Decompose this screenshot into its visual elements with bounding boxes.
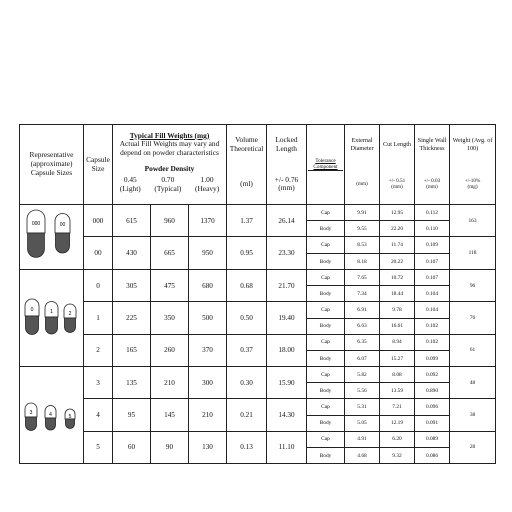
locked-unit: (mm) — [278, 183, 295, 193]
cut-cap-1: 9.78 — [380, 302, 415, 319]
diameter-cap-5: 4.91 — [345, 431, 380, 448]
capsule-picture-medium — [20, 270, 84, 367]
header-locked-length: Locked Length — [267, 125, 307, 165]
wall-body-00: 0.107 — [415, 254, 450, 270]
capsule-picture-small — [20, 367, 84, 464]
capsule-5-icon — [65, 409, 75, 429]
cut-body-3: 13.59 — [380, 383, 415, 399]
wall-body-5: 0.086 — [415, 448, 450, 464]
locked-1: 19.40 — [267, 302, 307, 335]
cut-body-00: 20.22 — [380, 254, 415, 270]
size-4: 4 — [84, 399, 113, 432]
locked-tolerance: +/- 0.76 — [274, 174, 299, 184]
fill-weights-header — [113, 125, 227, 165]
size-0: 0 — [84, 270, 113, 302]
component-cap-3: Cap — [307, 367, 345, 383]
diameter-body-2: 6.07 — [345, 351, 380, 367]
wall-body-4: 0.091 — [415, 415, 450, 431]
component-cap-000: Cap — [307, 205, 345, 221]
size-000: 000 — [84, 205, 113, 237]
fill-light-0: 305 — [113, 270, 151, 302]
capsule-3-label: 3 — [29, 410, 33, 416]
fill-light-000: 615 — [113, 205, 151, 237]
fill-heavy-4: 210 — [189, 399, 227, 432]
weight-1: 76 — [450, 302, 496, 335]
capsule-picture-large — [20, 205, 84, 270]
external-unit: (mm) — [345, 165, 380, 205]
size-1: 1 — [84, 302, 113, 335]
volume-5: 0.13 — [227, 431, 267, 464]
fill-typical-0: 475 — [151, 270, 189, 302]
diameter-body-1: 6.63 — [345, 318, 380, 334]
volume-3: 0.30 — [227, 367, 267, 399]
wall-cap-3: 0.092 — [415, 367, 450, 383]
fill-heavy-00: 950 — [189, 237, 227, 270]
diameter-cap-2: 6.35 — [345, 334, 380, 351]
tolerance-label: Tolerance Component — [308, 158, 343, 171]
capsule-4-icon — [45, 406, 56, 431]
cut-cap-3: 8.08 — [380, 367, 415, 383]
diameter-body-4: 5.05 — [345, 415, 380, 431]
density-heavy-label: (Heavy) — [194, 183, 220, 193]
capsule-1-icon — [45, 302, 58, 335]
fill-light-2: 165 — [113, 334, 151, 367]
fill-typical-5: 90 — [151, 431, 189, 464]
component-body-4: Body — [307, 415, 345, 431]
component-body-3: Body — [307, 383, 345, 399]
locked-3: 15.90 — [267, 367, 307, 399]
weight-00: 118 — [450, 237, 496, 270]
capsule-0-1-2-illustration — [20, 270, 84, 366]
weight-tolerance: +/-10% — [464, 178, 481, 185]
diameter-body-0: 7.34 — [345, 286, 380, 302]
volume-4: 0.21 — [227, 399, 267, 432]
component-cap-5: Cap — [307, 431, 345, 448]
locked-4: 14.30 — [267, 399, 307, 432]
locked-5: 11.10 — [267, 431, 307, 464]
wall-cap-1: 0.104 — [415, 302, 450, 319]
wall-body-3: 0.890 — [415, 383, 450, 399]
wall-body-0: 0.104 — [415, 286, 450, 302]
capsule-table — [19, 124, 496, 464]
cut-cap-00: 11.74 — [380, 237, 415, 254]
volume-0: 0.68 — [227, 270, 267, 302]
fill-heavy-000: 1370 — [189, 205, 227, 237]
size-00: 00 — [84, 237, 113, 270]
capsule-size-chart — [19, 124, 495, 457]
diameter-body-00: 8.18 — [345, 254, 380, 270]
wall-body-000: 0.110 — [415, 221, 450, 237]
wall-cap-4: 0.096 — [415, 399, 450, 416]
diameter-body-5: 4.68 — [345, 448, 380, 464]
cut-unit-cell — [380, 165, 415, 205]
fill-typical-00: 665 — [151, 237, 189, 270]
fill-heavy-2: 370 — [189, 334, 227, 367]
capsule-000-icon — [27, 210, 45, 257]
header-external-diameter: External Diameter — [345, 125, 380, 165]
cut-body-4: 12.19 — [380, 415, 415, 431]
density-light: 0.45 — [123, 175, 137, 185]
capsule-00-icon — [55, 214, 70, 254]
density-typical: 0.70 — [161, 175, 175, 185]
volume-unit: (ml) — [227, 165, 267, 205]
fill-typical-1: 350 — [151, 302, 189, 335]
header-cut-length: Cut Length — [380, 125, 415, 165]
weight-unit-cell — [450, 165, 496, 205]
capsule-4-label: 4 — [49, 412, 52, 418]
cut-body-2: 15.27 — [380, 351, 415, 367]
capsule-2-icon — [64, 304, 76, 333]
header-representative: Representative (approximate) Capsule Sizes — [20, 125, 84, 205]
header-volume: Volume Theoretical — [227, 125, 267, 165]
fill-light-5: 60 — [113, 431, 151, 464]
weight-000: 163 — [450, 205, 496, 237]
cut-body-5: 9.32 — [380, 448, 415, 464]
diameter-cap-00: 8.53 — [345, 237, 380, 254]
diameter-body-3: 5.56 — [345, 383, 380, 399]
locked-2: 18.00 — [267, 334, 307, 367]
fill-light-4: 95 — [113, 399, 151, 432]
density-light-label: (Light) — [119, 183, 141, 193]
cut-tolerance: +/- 0.51 — [388, 178, 406, 185]
weight-4: 38 — [450, 399, 496, 432]
wall-cap-00: 0.109 — [415, 237, 450, 254]
wall-cap-0: 0.107 — [415, 270, 450, 286]
component-body-000: Body — [307, 221, 345, 237]
diameter-cap-0: 7.65 — [345, 270, 380, 286]
cut-body-1: 16.61 — [380, 318, 415, 334]
header-capsule-size: Capsule Size — [84, 125, 113, 205]
volume-00: 0.95 — [227, 237, 267, 270]
volume-2: 0.37 — [227, 334, 267, 367]
fill-typical-3: 210 — [151, 367, 189, 399]
locked-00: 23.30 — [267, 237, 307, 270]
capsule-3-icon — [25, 403, 37, 431]
component-cap-2: Cap — [307, 334, 345, 351]
wall-tolerance: +/- 0.03 — [423, 178, 441, 185]
diameter-cap-1: 6.91 — [345, 302, 380, 319]
cut-body-0: 18.44 — [380, 286, 415, 302]
fill-typical-2: 260 — [151, 334, 189, 367]
fill-light-00: 430 — [113, 237, 151, 270]
weight-5: 28 — [450, 431, 496, 464]
weight-2: 61 — [450, 334, 496, 367]
fill-light-1: 225 — [113, 302, 151, 335]
capsule-3-4-5-illustration — [20, 367, 84, 463]
component-cap-0: Cap — [307, 270, 345, 286]
component-body-0: Body — [307, 286, 345, 302]
header-single-wall: Single Wall Thickness — [415, 125, 450, 165]
fill-weights-note: Actual Fill Weights may vary and depend on powder characteristics — [119, 139, 220, 158]
cut-cap-5: 6.20 — [380, 431, 415, 448]
capsule-2-label: 2 — [68, 311, 72, 317]
weight-3: 48 — [450, 367, 496, 399]
wall-cap-2: 0.102 — [415, 334, 450, 351]
wall-body-1: 0.102 — [415, 318, 450, 334]
diameter-cap-000: 9.91 — [345, 205, 380, 221]
component-body-00: Body — [307, 254, 345, 270]
diameter-cap-3: 5.82 — [345, 367, 380, 383]
header-weight: Weight (Avg. of 100) — [450, 125, 496, 165]
wall-cap-000: 0.112 — [415, 205, 450, 221]
size-5: 5 — [84, 431, 113, 464]
fill-heavy-3: 300 — [189, 367, 227, 399]
locked-000: 26.14 — [267, 205, 307, 237]
cut-body-000: 22.20 — [380, 221, 415, 237]
component-cap-1: Cap — [307, 302, 345, 319]
fill-light-3: 135 — [113, 367, 151, 399]
capsule-000-00-illustration — [20, 205, 84, 269]
cut-cap-2: 8.94 — [380, 334, 415, 351]
density-typical-label: (Typical) — [154, 183, 182, 193]
locked-0: 21.70 — [267, 270, 307, 302]
size-3: 3 — [84, 367, 113, 399]
header-tolerance-component — [307, 125, 345, 205]
fill-weights-title: Typical Fill Weights (mg) — [129, 130, 210, 140]
weight-0: 96 — [450, 270, 496, 302]
capsule-00-label: 00 — [59, 222, 66, 228]
cut-unit: (mm) — [391, 184, 403, 191]
capsule-1-label: 1 — [50, 309, 53, 315]
wall-body-2: 0.099 — [415, 351, 450, 367]
component-cap-4: Cap — [307, 399, 345, 416]
powder-density-label: Powder Density — [144, 164, 195, 173]
diameter-cap-4: 5.31 — [345, 399, 380, 416]
capsule-0-icon — [25, 299, 39, 335]
capsule-0-label: 0 — [30, 307, 34, 313]
component-body-5: Body — [307, 448, 345, 464]
weight-unit: (mg) — [467, 184, 478, 191]
diameter-body-000: 9.55 — [345, 221, 380, 237]
fill-typical-000: 960 — [151, 205, 189, 237]
wall-cap-5: 0.089 — [415, 431, 450, 448]
volume-000: 1.37 — [227, 205, 267, 237]
locked-unit-cell — [267, 165, 307, 205]
wall-unit: (mm) — [426, 184, 438, 191]
density-heavy: 1.00 — [200, 175, 214, 185]
wall-unit-cell — [415, 165, 450, 205]
capsule-5-label: 5 — [68, 414, 72, 420]
capsule-000-label: 000 — [31, 221, 41, 227]
component-body-2: Body — [307, 351, 345, 367]
component-body-1: Body — [307, 318, 345, 334]
cut-cap-4: 7.21 — [380, 399, 415, 416]
component-cap-00: Cap — [307, 237, 345, 254]
cut-cap-000: 12.95 — [380, 205, 415, 221]
fill-typical-4: 145 — [151, 399, 189, 432]
fill-heavy-0: 680 — [189, 270, 227, 302]
powder-density-header — [113, 165, 227, 205]
fill-heavy-5: 130 — [189, 431, 227, 464]
fill-heavy-1: 500 — [189, 302, 227, 335]
cut-cap-0: 10.72 — [380, 270, 415, 286]
size-2: 2 — [84, 334, 113, 367]
volume-1: 0.50 — [227, 302, 267, 335]
